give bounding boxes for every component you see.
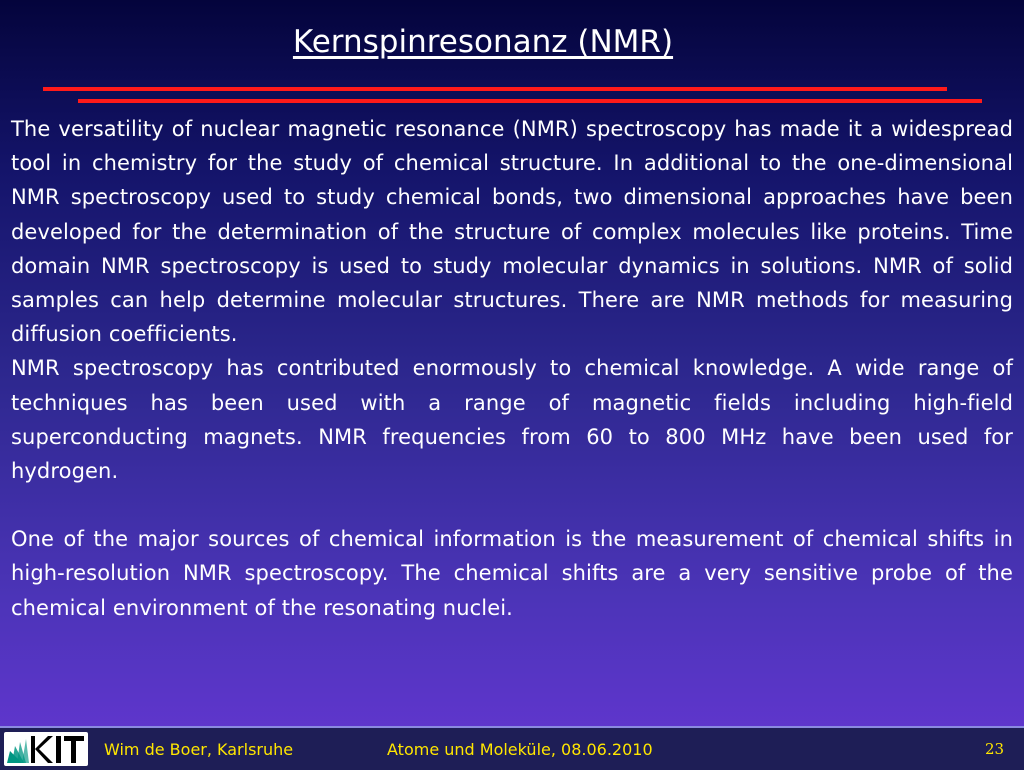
paragraph-chemical-shifts: One of the major sources of chemical information is the measurement of chemical shifts in high-resolution NMR spectroscopy. The chemical shifts are a very sensitive probe of the chemical environment of the resonating nuclei. bbox=[11, 527, 1013, 620]
title-rule-top bbox=[43, 87, 947, 91]
paragraph-nmr-versatility: The versatility of nuclear magnetic resonance (NMR) spectroscopy has made it a widespread tool in chemistry for the study of chemical structure. In additional to the one-dimensional NMR spectroscopy used to study chemical bonds, two dimensional approaches have been developed for the determination of the structure of complex molecules like proteins. Time domain NMR spectroscopy is used to study molecular dynamics in solutions. NMR of solid samples can help determine molecular structures. There are NMR methods for measuring diffusion coefficients. bbox=[11, 117, 1013, 347]
kit-logo-icon bbox=[4, 732, 88, 766]
slide-body bbox=[11, 112, 1013, 625]
kit-logo bbox=[4, 732, 88, 766]
footer-author: Wim de Boer, Karlsruhe bbox=[104, 740, 294, 759]
footer-page-number: 23 bbox=[985, 740, 1005, 758]
paragraph-spacer bbox=[11, 488, 1013, 522]
title-rule-bottom bbox=[78, 99, 982, 103]
slide-title: Kernspinresonanz (NMR) bbox=[292, 24, 674, 60]
paragraph-nmr-contribution: NMR spectroscopy has contributed enormously to chemical knowledge. A wide range of techniques has been used with a range of magnetic fields including high-field superconducting magnets. NMR frequencies from 60 to 800 MHz have been used for hydrogen. bbox=[11, 356, 1013, 484]
footer-topic-date: Atome und Moleküle, 08.06.2010 bbox=[387, 740, 653, 759]
